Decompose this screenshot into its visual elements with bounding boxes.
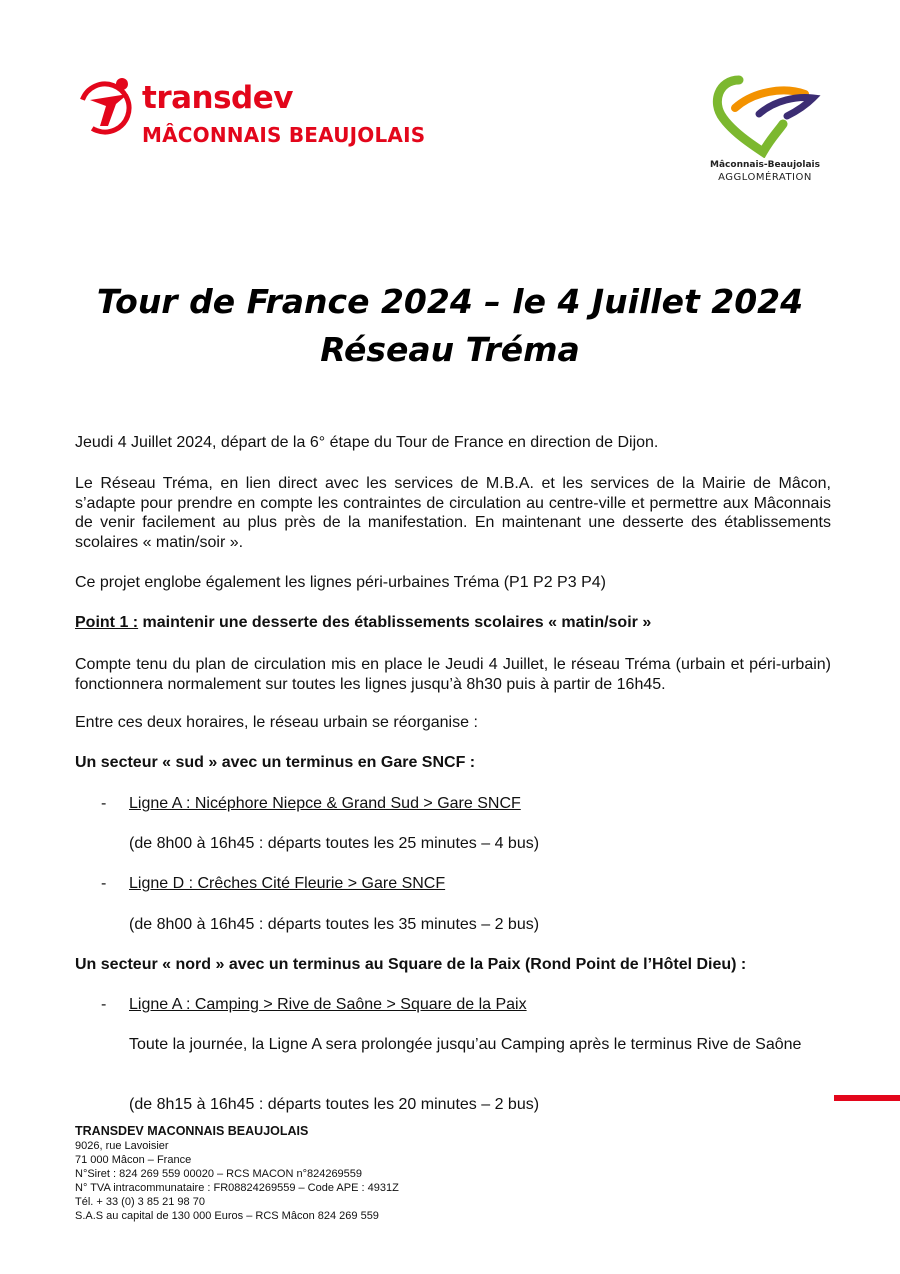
heart-swoosh-icon [705,72,825,158]
schedule-line-d: (de 8h00 à 16h45 : départs toutes les 35 minutes – 2 bus) [129,916,540,933]
document-title: Tour de France 2024 – le 4 Juillet 2024 [96,282,804,321]
point1-heading [75,613,831,633]
context-paragraph: Le Réseau Tréma, en lien direct avec les services de M.B.A. et les services de la Mairie de Mâcon, s’adapte pour prendre en compte les contraintes de circulation au centre-ville et permettre aux Mâconnais de venir facilement au plus près de la manifestation. En maintenant une desserte des établissements scolaires « matin/soir ». [75,475,831,551]
agglomeration-logo [700,72,830,187]
transdev-runner-icon [76,74,140,138]
footer-siret: N°Siret : 824 269 559 00020 – RCS MACON n°824269559 [75,1168,363,1180]
agglomeration-subtitle: AGGLOMÉRATION [718,172,812,183]
brand-subtitle: MÂCONNAIS BEAUJOLAIS [142,123,426,147]
footer-phone: Tél. + 33 (0) 3 85 21 98 70 [75,1196,205,1208]
list-dash: - [101,795,107,812]
point1-label: Point 1 : [75,614,139,631]
document-subtitle: Réseau Tréma [320,330,580,369]
footer-vat: N° TVA intracommunataire : FR08824269559 – Code APE : 4931Z [75,1182,399,1194]
transdev-logo [76,74,476,154]
decorative-red-bar [834,1095,900,1101]
list-dash: - [101,875,107,892]
point1-text: maintenir une desserte des établissements scolaires « matin/soir » [138,614,652,631]
intro-paragraph: Jeudi 4 Juillet 2024, départ de la 6° étape du Tour de France en direction de Dijon. [75,434,659,451]
scope-paragraph: Ce projet englobe également les lignes péri-urbaines Tréma (P1 P2 P3 P4) [75,574,606,591]
footer [75,1124,399,1223]
line-item-d: Ligne D : Crêches Cité Fleurie > Gare SNCF [129,875,446,892]
agglomeration-name: Mâconnais-Beaujolais [710,160,820,170]
sector-nord-heading: Un secteur « nord » avec un terminus au Square de la Paix (Rond Point de l’Hôtel Dieu) : [75,956,747,973]
schedule-line-a-nord: (de 8h15 à 16h45 : départs toutes les 20 minutes – 2 bus) [129,1096,540,1113]
reorganization-paragraph: Entre ces deux horaires, le réseau urbain se réorganise : [75,714,478,731]
footer-company: TRANSDEV MACONNAIS BEAUJOLAIS [75,1124,309,1138]
line-item-a-sud: Ligne A : Nicéphore Niepce & Grand Sud > Gare SNCF [129,795,521,812]
footer-city: 71 000 Mâcon – France [75,1154,192,1166]
list-dash: - [101,996,107,1013]
line-a-extension-note: Toute la journée, la Ligne A sera prolongée jusqu’au Camping après le terminus Rive de Saône [129,1036,802,1053]
schedule-line-a-sud: (de 8h00 à 16h45 : départs toutes les 25 minutes – 4 bus) [129,835,540,852]
brand-name: transdev [142,80,293,116]
sector-sud-heading: Un secteur « sud » avec un terminus en Gare SNCF : [75,754,476,771]
footer-capital: S.A.S au capital de 130 000 Euros – RCS Mâcon 824 269 559 [75,1210,379,1222]
footer-address: 9026, rue Lavoisier [75,1140,169,1152]
line-item-a-nord: Ligne A : Camping > Rive de Saône > Square de la Paix [129,996,527,1013]
schedule-paragraph: Compte tenu du plan de circulation mis en place le Jeudi 4 Juillet, le réseau Tréma (urbain et péri-urbain) fonctionnera normalement sur toutes les lignes jusqu’à 8h30 puis à partir de 16h45. [75,656,831,693]
